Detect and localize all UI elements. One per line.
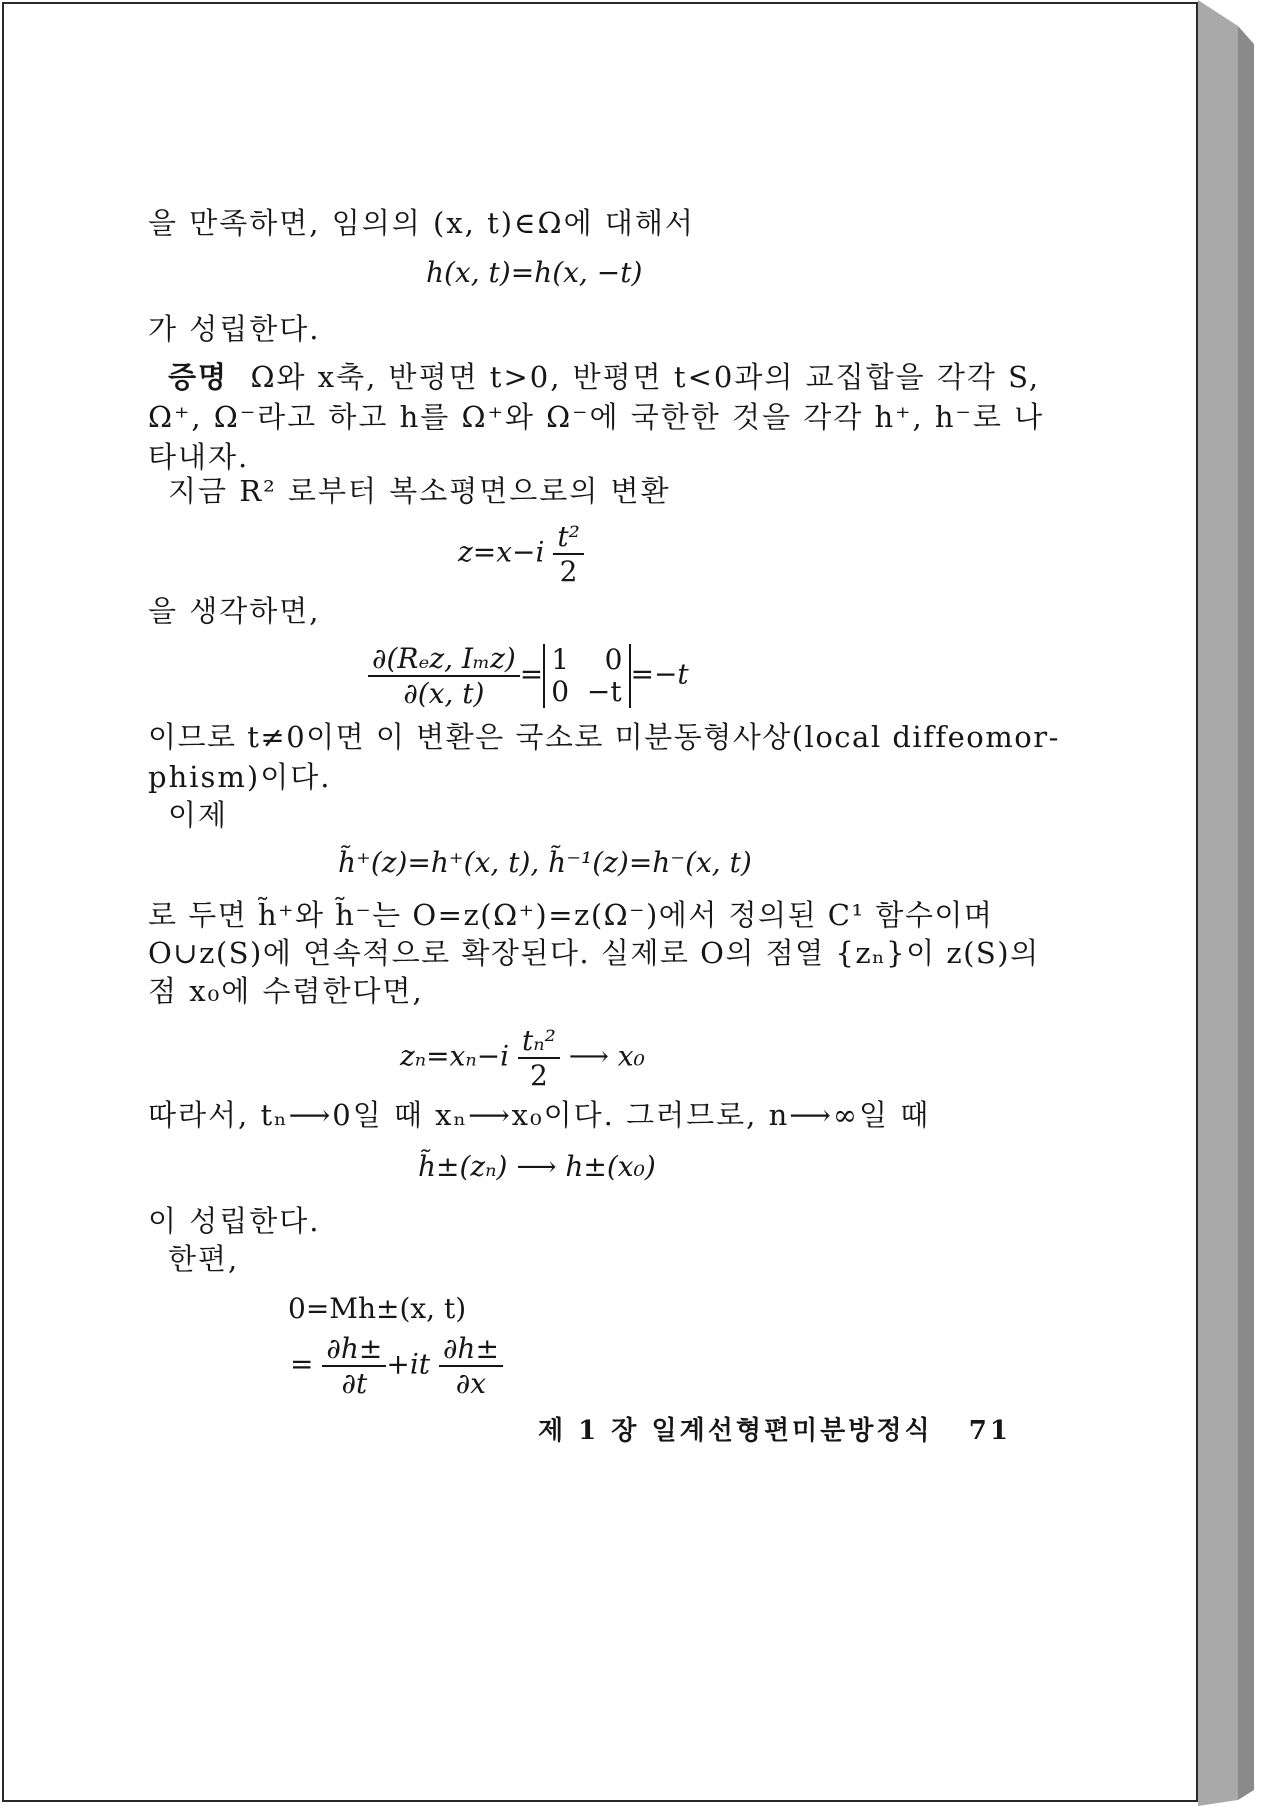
matrix-row: 1 0 — [551, 643, 623, 676]
numerator: ∂h± — [439, 1332, 503, 1367]
text-line: 점 x₀에 수렴한다면, — [148, 974, 424, 1008]
text-line: 한편, — [168, 1242, 240, 1276]
chapter-title: 제 1 장 일계선형편미분방정식 — [538, 1416, 933, 1446]
running-footer — [538, 1410, 1011, 1447]
fraction — [553, 520, 583, 588]
numerator: ∂h± — [322, 1332, 386, 1367]
text-line: 이 성립한다. — [148, 1204, 321, 1238]
text-line: 가 성립한다. — [148, 312, 321, 346]
numerator: ∂(Rₑz, Iₘz) — [368, 642, 520, 677]
fraction — [439, 1332, 503, 1400]
text-line: 을 생각하면, — [148, 594, 321, 628]
proof-block — [168, 360, 1040, 394]
fraction — [518, 1024, 560, 1092]
text-line: 로 두면 h̃⁺와 h̃⁻는 O=z(Ω⁺)=z(Ω⁻)에서 정의된 C¹ 함수이며 — [148, 898, 994, 932]
text-line: 지금 R² 로부터 복소평면으로의 변환 — [168, 474, 671, 508]
equals-sign: = — [290, 1347, 314, 1381]
denominator: ∂x — [455, 1367, 487, 1400]
determinant — [543, 644, 630, 708]
text-line: Ω⁺, Ω⁻라고 하고 h를 Ω⁺와 Ω⁻에 국한한 것을 각각 h⁺, h⁻로 나 — [148, 400, 1045, 434]
text-line: Ω와 x축, 반평면 t>0, 반평면 t<0과의 교집합을 각각 S, — [250, 360, 1041, 394]
equation: h̃⁺(z)=h⁺(x, t), h̃⁻¹(z)=h⁻(x, t) — [338, 846, 752, 879]
text-line: 을 만족하면, 임의의 (x, t)∈Ω에 대해서 — [148, 206, 695, 240]
equation-sequence — [400, 1024, 645, 1092]
fraction — [322, 1332, 386, 1400]
text-line: phism)이다. — [148, 760, 332, 794]
numerator: tₙ² — [518, 1024, 560, 1059]
spine-face — [1198, 0, 1238, 1806]
equation-transform — [458, 520, 584, 588]
matrix-row: 0 −t — [551, 675, 622, 708]
equals-sign: = — [519, 657, 544, 691]
text-line: 따라서, tₙ⟶0일 때 xₙ⟶x₀이다. 그러므로, n⟶∞일 때 — [148, 1098, 931, 1132]
equation: h(x, t)=h(x, −t) — [426, 256, 643, 289]
equation-part: +it — [386, 1347, 431, 1381]
text-line: O∪z(S)에 연속적으로 확장된다. 실제로 O의 점열 {zₙ}이 z(S)의 — [148, 936, 1040, 970]
text-line: 이므로 t≠0이면 이 변환은 국소로 미분동형사상(local diffeomor- — [148, 720, 1060, 754]
denominator: 2 — [530, 1059, 548, 1092]
text-line: 이제 — [168, 798, 229, 832]
equation-jacobian — [368, 642, 689, 710]
equation-derivative — [290, 1332, 503, 1400]
denominator: ∂(x, t) — [403, 677, 485, 710]
denominator: 2 — [559, 555, 578, 588]
text-line: 타내자. — [148, 440, 250, 474]
book-spine-edge — [1198, 0, 1262, 1806]
equation-part: =−t — [630, 657, 689, 691]
page-number: 71 — [968, 1416, 1011, 1446]
denominator: ∂t — [341, 1367, 368, 1400]
book-page — [2, 2, 1198, 1802]
proof-label: 증명 — [168, 360, 229, 394]
equation-part: ⟶ x₀ — [568, 1039, 645, 1073]
equation-part: zₙ=xₙ−i — [400, 1039, 510, 1073]
equation: h̃±(zₙ) ⟶ h±(x₀) — [418, 1150, 656, 1183]
equation: 0=Mh±(x, t) — [288, 1292, 467, 1325]
spine-shadow — [1238, 26, 1254, 1800]
numerator: t² — [553, 520, 583, 555]
equation-part: z=x−i — [458, 535, 545, 569]
fraction — [368, 642, 520, 710]
